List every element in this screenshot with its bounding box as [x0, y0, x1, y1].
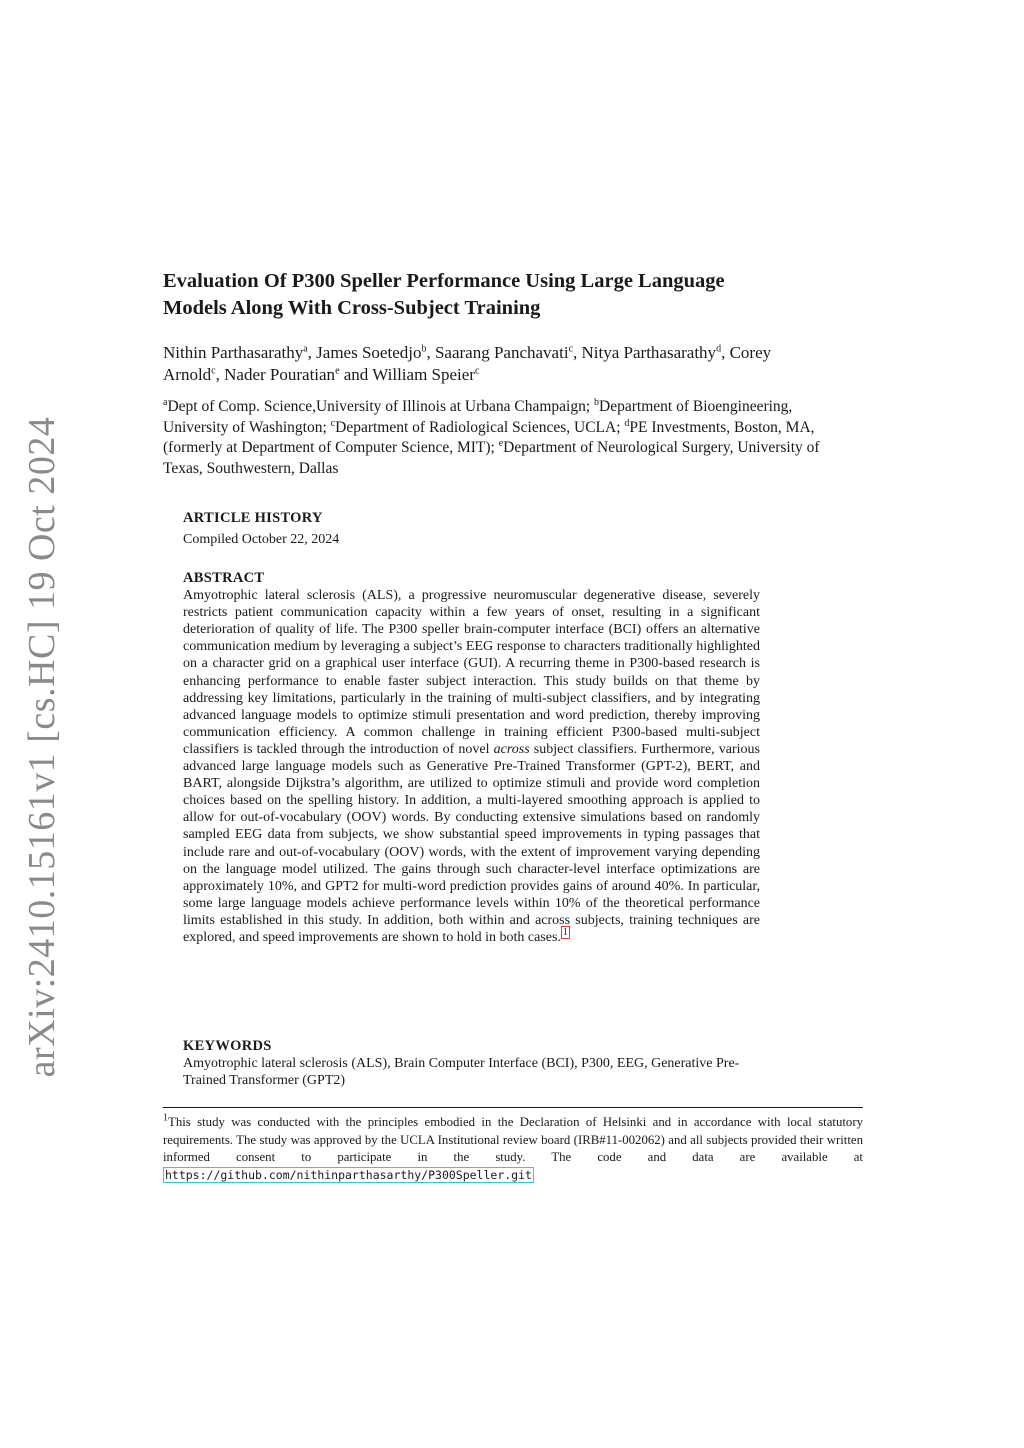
author-separator: ,	[215, 365, 225, 384]
affiliation: Department of Bioengineering, University of Washington;	[163, 398, 793, 436]
keywords-text: Amyotrophic lateral sclerosis (ALS), Brain Computer Interface (BCI), P300, EEG, Generative Pre-Trained Transformer (GPT2)	[183, 1056, 740, 1089]
affil-sup: e	[498, 437, 504, 449]
keywords-heading: KEYWORDS	[183, 1038, 272, 1054]
footnote-link[interactable]: 1	[562, 927, 568, 939]
article-history	[183, 510, 760, 548]
abstract-emphasis: across	[493, 741, 530, 757]
author: William Speier	[372, 365, 475, 384]
affil-sup: a	[163, 396, 168, 408]
affil-sup: b	[594, 396, 600, 408]
affiliation: PE Investments, Boston, MA, (formerly at Department of Computer Science, MIT);	[163, 418, 815, 456]
author-affil-sup: c	[211, 365, 216, 377]
affil-sup: c	[330, 417, 336, 429]
abstract-heading: ABSTRACT	[183, 570, 265, 586]
author-affil-sup: e	[335, 365, 340, 377]
author: James Soetedjo	[316, 343, 422, 362]
author-separator: ,	[307, 343, 317, 362]
author-affil-sup: a	[303, 343, 308, 355]
author-affil-sup: b	[421, 343, 427, 355]
affiliation: Department of Radiological Sciences, UCLA;	[335, 418, 625, 436]
author: Saarang Panchavati	[434, 343, 569, 362]
author-list	[163, 342, 803, 386]
affiliation: Dept of Comp. Science,University of Illinois at Urbana Champaign;	[167, 398, 595, 415]
abstract-text-part-1: Amyotrophic lateral sclerosis (ALS), a progressive neuromuscular degenerative disease, severely restricts patient communication capacity within a few years of onset, resulting in a significant deterioration of quality of life. The P300 speller brain-computer interface (BCI) offers an alternative communication medium by leveraging a subject’s EEG response to characters traditionally highlighted on a character grid on a graphical user interface (GUI). A recurring theme in P300-based research is enhancing performance to enable faster subject interaction. This study builds on that theme by addressing key limitations, particularly in the training of multi-subject classifiers, and by integrating advanced language models to optimize stimuli presentation and word prediction, thereby improving communication efficiency. A common challenge in training efficient P300-based multi-subject classifiers is tackled through the introduction of novel	[183, 588, 760, 757]
title-line-1: Evaluation Of P300 Speller Performance Using Large Language	[163, 270, 725, 292]
author: Corey Arnold	[163, 343, 772, 384]
author: Nader Pouratian	[224, 365, 336, 384]
keywords-section	[183, 1038, 760, 1089]
author-affil-sup: c	[474, 365, 480, 377]
footnote-divider	[163, 1107, 863, 1108]
author-separator: ,	[721, 343, 730, 362]
article-history-heading: ARTICLE HISTORY	[183, 510, 323, 526]
affiliation-list	[163, 397, 853, 479]
author-affil-sup: c	[568, 343, 574, 355]
compiled-date: Compiled October 22, 2024	[183, 532, 340, 548]
affil-sup: d	[624, 417, 630, 429]
paper-title	[163, 268, 843, 322]
arxiv-sidebar	[12, 416, 72, 1078]
author: Nitya Parthasarathy	[581, 343, 717, 362]
abstract-body	[183, 587, 760, 946]
footnote-number: 1	[163, 1112, 168, 1124]
arxiv-identifier: arXiv:2410.15161v1 [cs.HC] 19 Oct 2024	[21, 416, 63, 1078]
code-url-link[interactable]: https://github.com/nithinparthasarthy/P300Speller.git	[165, 1167, 532, 1182]
affiliation: Department of Neurological Surgery, University of Texas, Southwestern, Dallas	[163, 439, 820, 477]
title-line-2: Models Along With Cross-Subject Training	[163, 297, 541, 319]
author-affil-sup: d	[716, 343, 722, 355]
abstract-text-part-2: subject classifiers. Furthermore, various advanced large language models such as Generative Pre-Trained Transformer (GPT-2), BERT, and BART, alongside Dijkstra’s algorithm, are utilized to optimize stimuli and provide word completion choices based on the spelling history. In addition, a multi-layered smoothing approach is applied to allow for out-of-vocabulary (OOV) words. By conducting extensive simulations based on randomly sampled EEG data from subjects, we show substantial speed improvements in typing passages that include rare and out-of-vocabulary (OOV) words, with the extent of improvement varying depending on the language model utilized. The gains through such character-level interface optimizations are approximately 10%, and GPT2 for multi-word prediction provides gains of around 40%. In particular, some large language models achieve performance levels within 10% of the theoretical performance limits established in this study. In addition, both within and across subjects, training techniques are explored, and speed improvements are shown to hold in both cases.	[183, 741, 761, 945]
footnote	[163, 1114, 863, 1184]
author: Nithin Parthasarathy	[163, 343, 304, 362]
footnote-text: This study was conducted with the principles embodied in the Declaration of Helsinki and in accordance with local statutory requirements. The study was approved by the UCLA Institutional review board (IRB#11-002062) and all subjects provided their written informed consent to participate in the study. The code and data are available at	[163, 1115, 863, 1164]
abstract-section	[183, 570, 760, 946]
author-separator: ,	[426, 343, 435, 362]
author-separator: and	[339, 365, 373, 384]
author-separator: ,	[573, 343, 582, 362]
